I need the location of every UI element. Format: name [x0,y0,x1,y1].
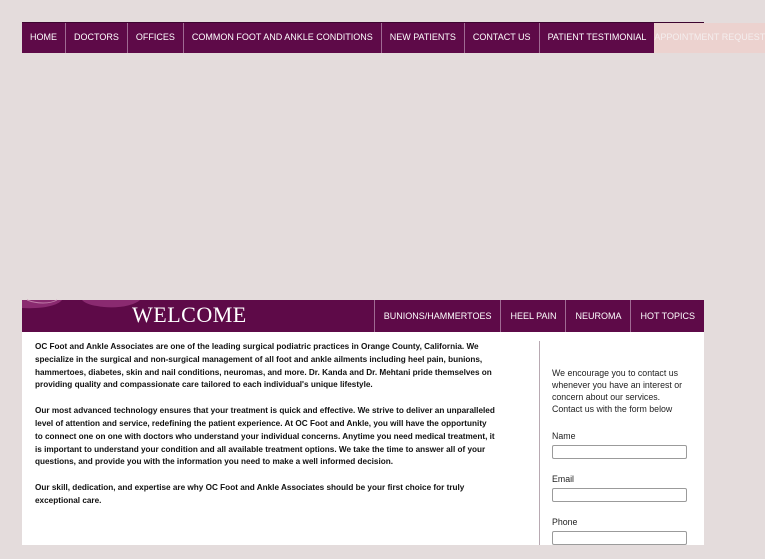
topic-tabs [374,300,704,332]
vertical-divider [539,341,540,545]
phone-field[interactable] [552,531,687,545]
nav-conditions[interactable]: COMMON FOOT AND ANKLE CONDITIONS [184,23,382,53]
name-label: Name [552,431,576,441]
tab-heel-pain[interactable]: HEEL PAIN [500,300,565,332]
paragraph: Our skill, dedication, and expertise are why OC Foot and Ankle Associates should be your first choice for truly exceptional care. [35,483,465,505]
welcome-text [35,341,495,521]
email-label: Email [552,474,574,484]
paragraph: OC Foot and Ankle Associates are one of the leading surgical podiatric practices in Orange County, California. We specialize in the surgical and non-surgical management of all foot and ankle ailments including heel pain, bunions, hammertoes, diabetes, skin and nail conditions, neuromas, and more. Dr. Kanda and Dr. Mehtani pride themselves on providing quality and compassionate care tailored to each individual's unique lifestyle. [35,342,492,390]
nav-patient-testimonial[interactable]: PATIENT TESTIMONIAL [547,32,647,42]
top-navigation [22,22,765,53]
email-field[interactable] [552,488,687,502]
nav-offices[interactable]: OFFICES [128,23,184,53]
content-panel [22,332,704,545]
nav-contact-us[interactable]: CONTACT US [465,23,540,53]
nav-doctors[interactable]: DOCTORS [66,23,128,53]
welcome-heading: WELCOME [132,302,247,327]
appointment-request-button[interactable]: APPOINTMENT REQUEST [654,23,765,53]
welcome-bar [22,300,704,332]
name-field[interactable] [552,445,687,459]
nav-home[interactable]: HOME [22,23,66,53]
phone-label: Phone [552,517,578,527]
nav-new-patients[interactable]: NEW PATIENTS [382,23,465,53]
paragraph: Our most advanced technology ensures that your treatment is quick and effective. We strive to deliver an unparalleled level of attention and service, redefining the patient experience. At OC Foot and Ankle, you will have the opportunity to connect one on one with doctors who understand your individual concerns. Anytime you need medical treatment, it is important to understand your condition and all available treatment options. We take the time to answer all of your questions, and provide you with the information you need to make a well informed decision. [35,406,495,467]
contact-form [552,367,692,559]
contact-intro: We encourage you to contact us whenever you have an interest or concern about our services. Contact us with the form below [552,368,683,414]
flower-decoration-icon [22,300,142,310]
tab-hot-topics[interactable]: HOT TOPICS [630,300,704,332]
tab-neuroma[interactable]: NEUROMA [565,300,630,332]
tab-bunions-hammertoes[interactable]: BUNIONS/HAMMERTOES [374,300,501,332]
